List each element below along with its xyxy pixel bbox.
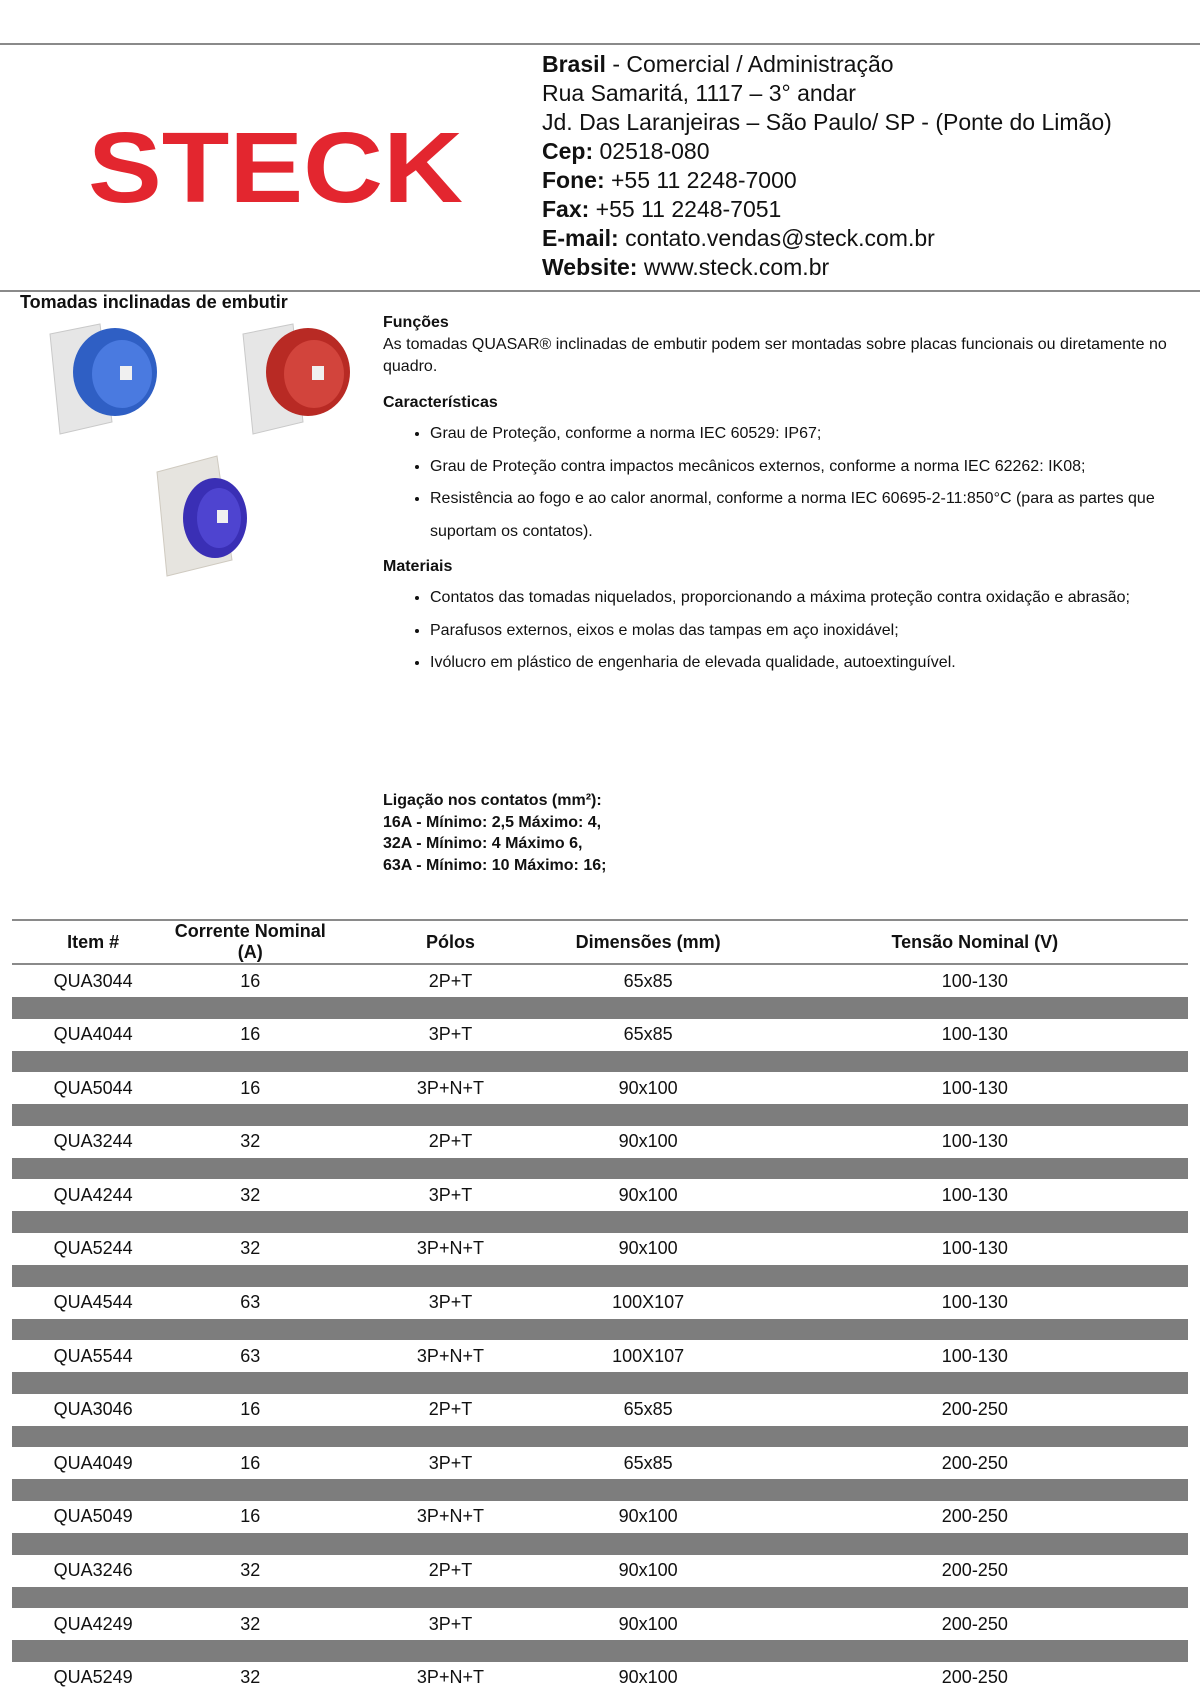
row-separator [12, 1211, 1188, 1233]
nominal-voltage: 100-130 [941, 1292, 1008, 1313]
address-line-street: Rua Samaritá, 1117 – 3° andar [542, 80, 856, 106]
address-line-district: Jd. Das Laranjeiras – São Paulo/ SP - (Ponte do Limão) [542, 109, 1112, 135]
nominal-voltage: 200-250 [941, 1506, 1008, 1527]
item-code: QUA5044 [53, 1077, 133, 1098]
poles: 3P+N+T [416, 1667, 484, 1688]
nominal-current: 16 [240, 1399, 261, 1420]
ligacao-title: Ligação nos contatos (mm²): [383, 792, 602, 809]
nominal-voltage: 200-250 [941, 1667, 1008, 1688]
header-poles: Pólos [326, 920, 574, 964]
header-item: Item # [12, 920, 174, 964]
header-voltage: Tensão Nominal (V) [722, 920, 1188, 964]
product-description [383, 314, 1183, 680]
list-item: • Ivólucro em plástico de engenharia de elevada qualidade, autoextinguível. [430, 647, 1183, 680]
dimensions: 90x100 [618, 1238, 678, 1259]
product-table [12, 919, 1188, 1694]
row-separator [12, 1640, 1188, 1662]
table-row [12, 1287, 1188, 1319]
dimensions: 90x100 [618, 1131, 678, 1152]
address-website: Website: www.steck.com.br [542, 254, 830, 280]
row-separator [12, 1426, 1188, 1448]
materiais-title: Materiais [383, 558, 453, 575]
item-code: QUA4044 [53, 1024, 133, 1045]
row-separator [12, 997, 1188, 1019]
row-separator [12, 1533, 1188, 1555]
dimensions: 65x85 [623, 1024, 673, 1045]
poles: 3P+T [428, 1184, 473, 1205]
poles: 3P+N+T [416, 1506, 484, 1527]
ligacao-line: 32A - Mínimo: 4 Máximo 6, [383, 835, 583, 852]
product-image-blue [30, 322, 170, 442]
list-item: • Contatos das tomadas niquelados, proporcionando a máxima proteção contra oxidação e abrasão; [430, 582, 1183, 615]
dimensions: 90x100 [618, 1667, 678, 1688]
table-row [12, 964, 1188, 997]
poles: 2P+T [428, 970, 473, 991]
list-item: • Grau de Proteção contra impactos mecânicos externos, conforme a norma IEC 62262: IK08; [430, 451, 1183, 484]
item-code: QUA3046 [53, 1399, 133, 1420]
nominal-current: 16 [240, 970, 261, 991]
row-separator [12, 1587, 1188, 1609]
company-address [542, 50, 1112, 282]
poles: 2P+T [428, 1560, 473, 1581]
address-line-country: Brasil - Comercial / Administração [542, 51, 894, 77]
row-separator [12, 1265, 1188, 1287]
row-separator [12, 1479, 1188, 1501]
ligacao-contatos [383, 790, 606, 876]
logo-text: STECK [88, 118, 463, 218]
funcoes-title: Funções [383, 314, 449, 331]
address-fax: Fax: +55 11 2248-7051 [542, 196, 782, 222]
table-row [12, 1555, 1188, 1587]
dimensions: 100X107 [612, 1292, 685, 1313]
row-separator [12, 1158, 1188, 1180]
nominal-voltage: 100-130 [941, 1238, 1008, 1259]
header-current: Corrente Nominal (A) [174, 921, 326, 962]
dimensions: 90x100 [618, 1184, 678, 1205]
item-code: QUA4249 [53, 1613, 133, 1634]
poles: 3P+N+T [416, 1077, 484, 1098]
nominal-voltage: 100-130 [941, 1024, 1008, 1045]
dimensions: 65x85 [623, 1452, 673, 1473]
nominal-current: 32 [240, 1184, 261, 1205]
nominal-current: 63 [240, 1292, 261, 1313]
item-code: QUA4244 [53, 1184, 133, 1205]
table-row [12, 1394, 1188, 1426]
address-cep: Cep: 02518-080 [542, 138, 710, 164]
nominal-voltage: 100-130 [941, 1345, 1008, 1366]
address-email: E-mail: contato.vendas@steck.com.br [542, 225, 935, 251]
nominal-current: 32 [240, 1667, 261, 1688]
nominal-current: 16 [240, 1024, 261, 1045]
poles: 3P+T [428, 1613, 473, 1634]
product-image-violet [137, 452, 267, 580]
table-row [12, 1179, 1188, 1211]
item-code: QUA3244 [53, 1131, 133, 1152]
item-code: QUA5244 [53, 1238, 133, 1259]
poles: 3P+N+T [416, 1238, 484, 1259]
steck-logo [88, 118, 468, 218]
dimensions: 65x85 [623, 1399, 673, 1420]
nominal-voltage: 100-130 [941, 1131, 1008, 1152]
poles: 3P+T [428, 1292, 473, 1313]
address-phone: Fone: +55 11 2248-7000 [542, 167, 797, 193]
table-row [12, 1233, 1188, 1265]
nominal-current: 16 [240, 1452, 261, 1473]
ligacao-line: 16A - Mínimo: 2,5 Máximo: 4, [383, 813, 602, 831]
item-code: QUA4544 [53, 1292, 133, 1313]
poles: 3P+T [428, 1024, 473, 1045]
caracteristicas-list [383, 418, 1183, 548]
dimensions: 90x100 [618, 1560, 678, 1581]
dimensions: 90x100 [618, 1077, 678, 1098]
header-dimensions: Dimensões (mm) [575, 920, 722, 964]
table-header-row [12, 920, 1188, 964]
nominal-voltage: 100-130 [941, 970, 1008, 991]
table-row [12, 1501, 1188, 1533]
row-separator [12, 1104, 1188, 1126]
poles: 3P+N+T [416, 1345, 484, 1366]
product-image-red [218, 322, 358, 442]
table-row [12, 1072, 1188, 1104]
list-item: • Parafusos externos, eixos e molas das tampas em aço inoxidável; [430, 615, 1183, 648]
row-separator [12, 1319, 1188, 1341]
caracteristicas-title: Características [383, 394, 498, 411]
item-code: QUA3044 [53, 970, 133, 991]
nominal-voltage: 100-130 [941, 1184, 1008, 1205]
nominal-current: 32 [240, 1131, 261, 1152]
nominal-current: 16 [240, 1077, 261, 1098]
row-separator [12, 1051, 1188, 1073]
nominal-current: 32 [240, 1560, 261, 1581]
list-item: • Resistência ao fogo e ao calor anormal, conforme a norma IEC 60695-2-11:850°C (para as partes que suportam os contatos). [430, 483, 1183, 548]
poles: 3P+T [428, 1452, 473, 1473]
table-row [12, 1340, 1188, 1372]
nominal-voltage: 200-250 [941, 1613, 1008, 1634]
poles: 2P+T [428, 1399, 473, 1420]
nominal-current: 63 [240, 1345, 261, 1366]
table-row [12, 1126, 1188, 1158]
dimensions: 100X107 [612, 1345, 685, 1366]
nominal-voltage: 100-130 [941, 1077, 1008, 1098]
dimensions: 65x85 [623, 970, 673, 991]
item-code: QUA3246 [53, 1560, 133, 1581]
funcoes-text: As tomadas QUASAR® inclinadas de embutir podem ser montadas sobre placas funcionais ou diretamente no quadro. [383, 336, 1167, 375]
nominal-voltage: 200-250 [941, 1560, 1008, 1581]
item-code: QUA4049 [53, 1452, 133, 1473]
list-item: • Grau de Proteção, conforme a norma IEC 60529: IP67; [430, 418, 1183, 451]
nominal-current: 32 [240, 1613, 261, 1634]
section-title: Tomadas inclinadas de embutir [20, 292, 288, 312]
table-row [12, 1019, 1188, 1051]
item-code: QUA5049 [53, 1506, 133, 1527]
table-row [12, 1662, 1188, 1694]
table-row [12, 1447, 1188, 1479]
nominal-current: 16 [240, 1506, 261, 1527]
materiais-list [383, 582, 1183, 680]
item-code: QUA5544 [53, 1345, 133, 1366]
ligacao-line: 63A - Mínimo: 10 Máximo: 16; [383, 856, 607, 874]
nominal-voltage: 200-250 [941, 1399, 1008, 1420]
nominal-voltage: 200-250 [941, 1452, 1008, 1473]
dimensions: 90x100 [618, 1506, 678, 1527]
top-rule [0, 43, 1200, 45]
table-row [12, 1608, 1188, 1640]
dimensions: 90x100 [618, 1613, 678, 1634]
item-code: QUA5249 [53, 1667, 133, 1688]
poles: 2P+T [428, 1131, 473, 1152]
row-separator [12, 1372, 1188, 1394]
nominal-current: 32 [240, 1238, 261, 1259]
